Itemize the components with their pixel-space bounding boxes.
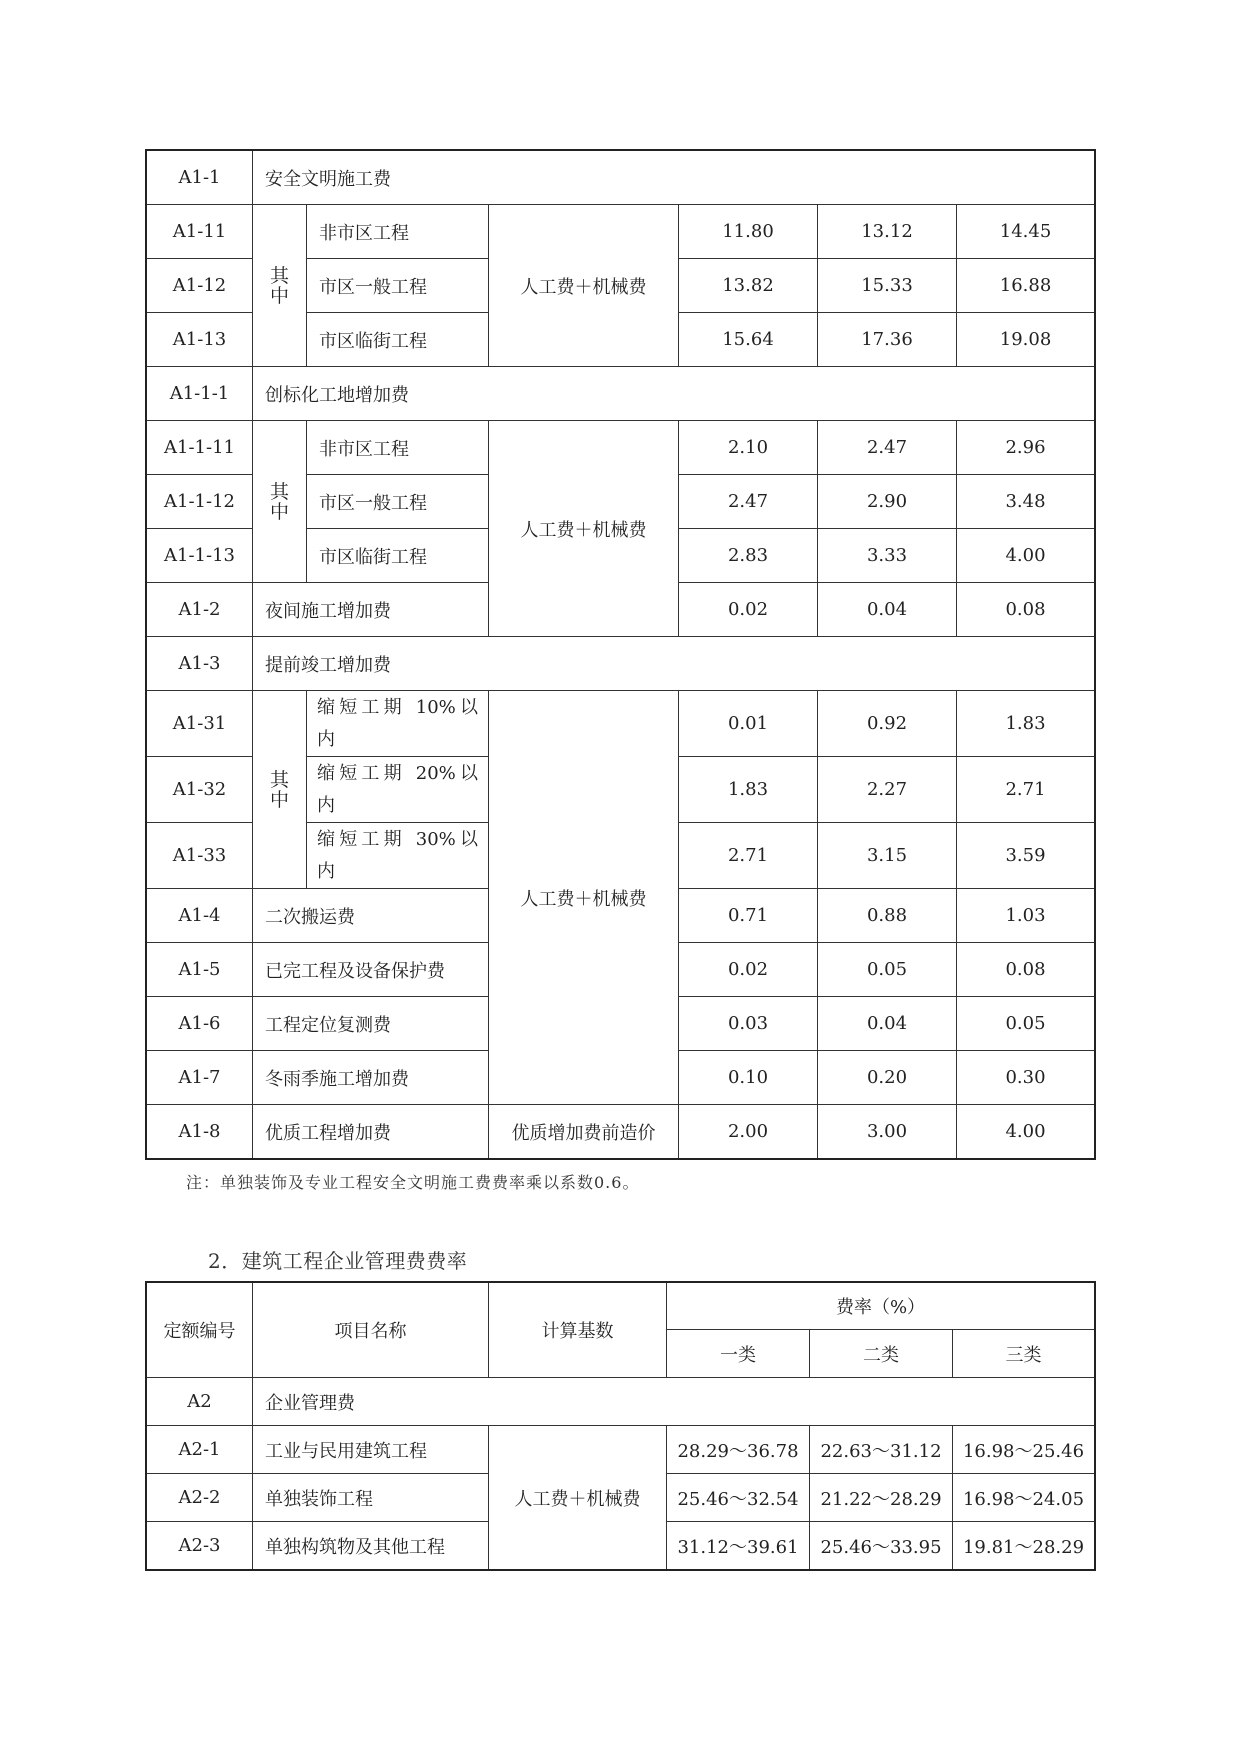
code-cell: A1-1-1	[147, 367, 253, 421]
rate-cell: 22.63～31.12	[810, 1426, 953, 1474]
rate-cell: 3.00	[818, 1105, 957, 1159]
code-cell: A2	[147, 1378, 253, 1426]
rate-cell: 0.04	[818, 997, 957, 1051]
header-code: 定额编号	[147, 1283, 253, 1378]
item-name-cell: 单独构筑物及其他工程	[253, 1522, 489, 1570]
rate-cell: 0.02	[679, 583, 818, 637]
calc-base-cell: 人工费＋机械费	[489, 205, 679, 367]
rate-cell: 2.96	[957, 421, 1095, 475]
table-row	[147, 151, 1095, 205]
rate-cell: 0.30	[957, 1051, 1095, 1105]
rate-cell: 0.20	[818, 1051, 957, 1105]
item-name-cell: 创标化工地增加费	[253, 367, 1095, 421]
rate-cell: 25.46～33.95	[810, 1522, 953, 1570]
rate-cell: 31.12～39.61	[667, 1522, 810, 1570]
rate-cell: 13.12	[818, 205, 957, 259]
code-cell: A1-4	[147, 889, 253, 943]
code-cell: A1-1	[147, 151, 253, 205]
rate-cell: 2.71	[679, 823, 818, 889]
code-cell: A1-32	[147, 757, 253, 823]
table-row	[147, 1378, 1095, 1426]
section-heading: 2．建筑工程企业管理费费率	[208, 1249, 468, 1273]
item-name-cell: 市区临街工程	[307, 313, 489, 367]
rate-cell: 17.36	[818, 313, 957, 367]
code-cell: A1-8	[147, 1105, 253, 1159]
rate-cell: 0.08	[957, 583, 1095, 637]
rate-cell: 16.98～25.46	[953, 1426, 1095, 1474]
item-name-cell: 优质工程增加费	[253, 1105, 489, 1159]
item-name-cell: 安全文明施工费	[253, 151, 1095, 205]
rate-cell: 1.83	[679, 757, 818, 823]
code-cell: A1-12	[147, 259, 253, 313]
rate-cell: 21.22～28.29	[810, 1474, 953, 1522]
code-cell: A1-1-12	[147, 475, 253, 529]
rate-cell: 0.88	[818, 889, 957, 943]
rate-cell: 0.03	[679, 997, 818, 1051]
rate-cell: 25.46～32.54	[667, 1474, 810, 1522]
header-base: 计算基数	[489, 1283, 667, 1378]
header-class-2: 二类	[810, 1330, 953, 1378]
header-class-1: 一类	[667, 1330, 810, 1378]
item-name-cell: 非市区工程	[307, 205, 489, 259]
item-name-cell: 工业与民用建筑工程	[253, 1426, 489, 1474]
rate-cell: 4.00	[957, 1105, 1095, 1159]
header-rate: 费率（%）	[667, 1283, 1095, 1330]
code-cell: A2-3	[147, 1522, 253, 1570]
rate-cell: 0.05	[957, 997, 1095, 1051]
code-cell: A1-2	[147, 583, 253, 637]
calc-base-cell: 人工费＋机械费	[489, 421, 679, 637]
rate-cell: 1.83	[957, 691, 1095, 757]
item-name-cell: 夜间施工增加费	[253, 583, 489, 637]
rate-cell: 2.71	[957, 757, 1095, 823]
subgroup-label: 其 中	[253, 691, 307, 889]
code-cell: A2-2	[147, 1474, 253, 1522]
rate-cell: 3.33	[818, 529, 957, 583]
code-cell: A1-7	[147, 1051, 253, 1105]
item-name-cell: 市区一般工程	[307, 475, 489, 529]
code-cell: A1-6	[147, 997, 253, 1051]
code-cell: A2-1	[147, 1426, 253, 1474]
rate-cell: 0.08	[957, 943, 1095, 997]
subgroup-label: 其 中	[253, 421, 307, 583]
calc-base-cell: 优质增加费前造价	[489, 1105, 679, 1159]
rate-cell: 2.90	[818, 475, 957, 529]
rate-cell: 2.27	[818, 757, 957, 823]
table-row	[147, 205, 1095, 259]
rate-cell: 2.47	[818, 421, 957, 475]
code-cell: A1-33	[147, 823, 253, 889]
item-name-cell: 市区一般工程	[307, 259, 489, 313]
table-row	[147, 691, 1095, 757]
calc-base-cell: 人工费＋机械费	[489, 691, 679, 1105]
header-row	[147, 1283, 1095, 1330]
rate-cell: 4.00	[957, 529, 1095, 583]
item-name-cell: 缩短工期 10%以 内	[307, 691, 489, 757]
rate-cell: 16.88	[957, 259, 1095, 313]
item-name-cell: 非市区工程	[307, 421, 489, 475]
rate-cell: 11.80	[679, 205, 818, 259]
rate-cell: 0.05	[818, 943, 957, 997]
code-cell: A1-11	[147, 205, 253, 259]
header-name: 项目名称	[253, 1283, 489, 1378]
table-row	[147, 367, 1095, 421]
item-name-cell: 工程定位复测费	[253, 997, 489, 1051]
rate-cell: 2.10	[679, 421, 818, 475]
rate-cell: 14.45	[957, 205, 1095, 259]
table-row	[147, 1105, 1095, 1159]
item-name-cell: 已完工程及设备保护费	[253, 943, 489, 997]
item-name-cell: 二次搬运费	[253, 889, 489, 943]
item-name-cell: 缩短工期 30%以 内	[307, 823, 489, 889]
rate-cell: 19.08	[957, 313, 1095, 367]
measures-fee-table	[146, 150, 1095, 1159]
code-cell: A1-1-13	[147, 529, 253, 583]
item-name-cell: 提前竣工增加费	[253, 637, 1095, 691]
subgroup-label: 其 中	[253, 205, 307, 367]
rate-cell: 28.29～36.78	[667, 1426, 810, 1474]
management-fee-table	[146, 1282, 1095, 1570]
rate-cell: 0.01	[679, 691, 818, 757]
code-cell: A1-3	[147, 637, 253, 691]
rate-cell: 19.81～28.29	[953, 1522, 1095, 1570]
code-cell: A1-31	[147, 691, 253, 757]
table-row	[147, 421, 1095, 475]
rate-cell: 0.04	[818, 583, 957, 637]
code-cell: A1-13	[147, 313, 253, 367]
rate-cell: 2.47	[679, 475, 818, 529]
rate-cell: 2.83	[679, 529, 818, 583]
code-cell: A1-5	[147, 943, 253, 997]
rate-cell: 3.48	[957, 475, 1095, 529]
rate-cell: 3.15	[818, 823, 957, 889]
rate-cell: 0.71	[679, 889, 818, 943]
rate-cell: 15.64	[679, 313, 818, 367]
rate-cell: 0.92	[818, 691, 957, 757]
item-name-cell: 市区临街工程	[307, 529, 489, 583]
rate-cell: 0.10	[679, 1051, 818, 1105]
table-row	[147, 637, 1095, 691]
item-name-cell: 企业管理费	[253, 1378, 1095, 1426]
item-name-cell: 冬雨季施工增加费	[253, 1051, 489, 1105]
rate-cell: 2.00	[679, 1105, 818, 1159]
rate-cell: 15.33	[818, 259, 957, 313]
code-cell: A1-1-11	[147, 421, 253, 475]
header-class-3: 三类	[953, 1330, 1095, 1378]
item-name-cell: 缩短工期 20%以 内	[307, 757, 489, 823]
table-row	[147, 1426, 1095, 1474]
rate-cell: 0.02	[679, 943, 818, 997]
rate-cell: 3.59	[957, 823, 1095, 889]
calc-base-cell: 人工费＋机械费	[489, 1426, 667, 1570]
rate-cell: 13.82	[679, 259, 818, 313]
table-note: 注：单独装饰及专业工程安全文明施工费费率乘以系数0.6。	[186, 1173, 640, 1192]
rate-cell: 1.03	[957, 889, 1095, 943]
rate-cell: 16.98～24.05	[953, 1474, 1095, 1522]
item-name-cell: 单独装饰工程	[253, 1474, 489, 1522]
